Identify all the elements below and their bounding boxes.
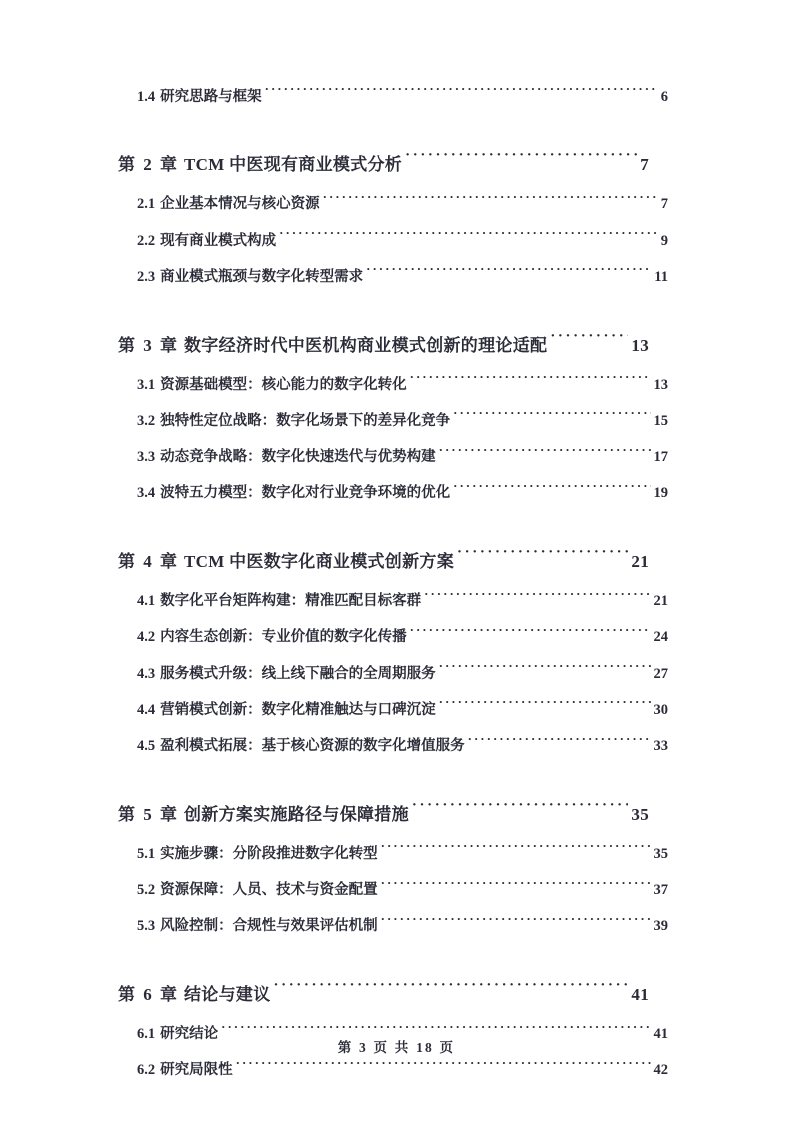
toc-entry-number: 3.2: [137, 412, 156, 429]
toc-entry-number: 3.4: [137, 485, 156, 502]
toc-entry-number: 5.2: [137, 882, 156, 898]
toc-entry-number: 4.5: [137, 738, 156, 754]
toc-entry-section[interactable]: [137, 736, 668, 758]
toc-entry-label: [137, 411, 450, 433]
toc-entry-title: 动态竞争战略：数字化快速迭代与优势构建: [160, 449, 436, 465]
toc-entry-page-number: 35: [631, 804, 649, 824]
toc-entry-label: [137, 194, 320, 216]
toc-entry-title: 商业模式瓶颈与数字化转型需求: [160, 268, 364, 285]
toc-entry-label: [137, 483, 450, 505]
toc-entry-number: 第 4 章: [118, 552, 179, 571]
toc-entry-title: 研究结论: [160, 1026, 219, 1042]
toc-entry-title: 资源基础模型：核心能力的数字化转化: [160, 376, 407, 393]
toc-entry-section[interactable]: [137, 194, 668, 216]
toc-entry-number: 1.4: [137, 88, 156, 105]
toc-entry-section[interactable]: [137, 916, 668, 938]
dot-leader: [412, 803, 628, 820]
toc-entry-page-number: 13: [653, 376, 668, 393]
toc-entry-title: 数字经济时代中医机构商业模式创新的理论适配: [184, 335, 548, 355]
toc-section-group: [118, 194, 668, 289]
toc-entry-chapter[interactable]: [118, 802, 649, 828]
dot-leader: [439, 447, 651, 462]
toc-entry-page-number: 13: [631, 335, 649, 355]
toc-entry-title: TCM 中医现有商业模式分析: [184, 155, 403, 175]
toc-entry-number: 6.1: [137, 1026, 156, 1042]
toc-section-group: [118, 591, 668, 758]
toc-entry-title: 服务模式升级：线上线下融合的全周期服务: [160, 665, 436, 682]
toc-entry-label: [118, 802, 409, 828]
toc-entry-label: [137, 375, 407, 397]
page-footer: 第 3 页 共 18 页: [337, 1040, 456, 1055]
toc-entry-section[interactable]: [137, 627, 668, 649]
dot-leader: [439, 663, 651, 678]
toc-entry-title: 现有商业模式构成: [160, 232, 277, 249]
toc-entry-label: [118, 549, 454, 575]
toc-entry-page-number: 24: [653, 629, 668, 646]
toc-entry-page-number: 33: [653, 738, 668, 754]
dot-leader: [381, 880, 651, 895]
toc-entry-label: [137, 447, 436, 469]
toc-entry-label: [118, 982, 271, 1008]
toc-entry-label: [118, 152, 402, 178]
toc-entry-number: 第 3 章: [118, 335, 179, 355]
toc-entry-label: [137, 664, 436, 686]
toc-entry-number: 2.1: [137, 196, 156, 213]
toc-entry-number: 6.2: [137, 1062, 156, 1079]
toc-entry-number: 4.3: [137, 665, 156, 682]
dot-leader: [457, 550, 628, 567]
toc-entry-label: [137, 267, 363, 289]
toc-entry-chapter[interactable]: [118, 333, 649, 359]
toc-entry-title: 创新方案实施路径与保障措施: [184, 804, 409, 824]
toc-entry-title: 资源保障：人员、技术与资金配置: [160, 882, 378, 898]
toc-entry-number: 2.2: [137, 232, 156, 249]
toc-entry-page-number: 42: [653, 1062, 668, 1079]
toc-entry-title: 结论与建议: [184, 985, 271, 1004]
dot-leader: [453, 483, 650, 498]
toc-entry-number: 第 5 章: [118, 804, 179, 824]
toc-section-group: [118, 374, 668, 505]
dot-leader: [410, 374, 651, 389]
toc-entry-page-number: 21: [653, 593, 668, 609]
toc-entry-number: 2.3: [137, 268, 156, 285]
toc-entry-label: [137, 627, 407, 649]
toc-entry-page-number: 11: [654, 268, 668, 285]
toc-entry-chapter[interactable]: [118, 549, 649, 575]
toc-entry-page-number: 7: [660, 196, 668, 213]
toc-entry-page-number: 7: [640, 155, 649, 175]
toc-entry-number: 4.2: [137, 629, 156, 646]
toc-entry-title: 营销模式创新：数字化精准触达与口碑沉淀: [160, 701, 436, 718]
toc-entry-page-number: 6: [660, 88, 668, 105]
dot-leader: [323, 194, 658, 209]
dot-leader: [468, 736, 651, 751]
dot-leader: [265, 86, 658, 101]
toc-entry-section[interactable]: [137, 591, 668, 613]
dot-leader: [405, 153, 637, 170]
toc-entry-number: 3.3: [137, 449, 156, 465]
toc-entry-page-number: 9: [660, 232, 668, 249]
toc-entry-page-number: 39: [653, 918, 668, 935]
dot-leader: [453, 410, 650, 425]
toc-entry-title: 实施步骤：分阶段推进数字化转型: [160, 845, 378, 862]
toc-entry-label: [137, 880, 378, 902]
toc-entry-section[interactable]: [137, 374, 668, 396]
dot-leader: [236, 1060, 651, 1075]
toc-entry-section[interactable]: [137, 230, 668, 252]
toc-entry-number: 5.1: [137, 845, 156, 862]
dot-leader: [274, 983, 629, 1000]
dot-leader: [550, 334, 628, 351]
toc-entry-title: 波特五力模型：数字化对行业竞争环境的优化: [160, 485, 451, 502]
toc-entry-number: 第 6 章: [118, 985, 179, 1004]
dot-leader: [279, 230, 658, 245]
toc-entry-label: [118, 333, 547, 359]
toc-entry-number: 5.3: [137, 918, 156, 935]
toc-entry-chapter[interactable]: [118, 982, 649, 1008]
dot-leader: [381, 916, 651, 931]
toc-entry-section[interactable]: [137, 1060, 668, 1082]
toc-entry-page-number: 41: [631, 985, 649, 1004]
dot-leader: [366, 266, 651, 281]
toc-entry-section[interactable]: [137, 266, 668, 288]
toc-entry-section[interactable]: [137, 447, 668, 469]
toc-entry-label: [137, 844, 378, 866]
toc-entry-number: 3.1: [137, 376, 156, 393]
toc-entry-section[interactable]: [137, 410, 668, 432]
toc-entry-title: TCM 中医数字化商业模式创新方案: [184, 552, 455, 571]
toc-entry-page-number: 35: [653, 845, 668, 862]
toc-entry-title: 盈利模式拓展：基于核心资源的数字化增值服务: [160, 738, 465, 754]
toc-entry-page-number: 37: [653, 882, 668, 898]
toc-entry-label: [137, 700, 436, 722]
toc-entry-page-number: 15: [653, 412, 668, 429]
toc-entry-title: 研究思路与框架: [160, 88, 262, 105]
toc-entry-page-number: 21: [631, 552, 649, 571]
toc-entry-title: 内容生态创新：专业价值的数字化传播: [160, 629, 407, 646]
dot-leader: [410, 627, 651, 642]
table-of-contents: [118, 86, 668, 1082]
toc-section-group: [118, 843, 668, 938]
toc-entry-section[interactable]: [137, 843, 668, 865]
toc-entry-page-number: 41: [653, 1026, 668, 1042]
toc-entry-section[interactable]: [137, 880, 668, 902]
toc-entry-label: [137, 736, 465, 758]
toc-entry-label: [137, 87, 262, 109]
toc-entry-label: [137, 231, 276, 253]
dot-leader: [439, 699, 651, 714]
toc-entry-title: 独特性定位战略：数字化场景下的差异化竞争: [160, 412, 451, 429]
dot-leader: [424, 591, 650, 606]
toc-entry-section[interactable]: [137, 699, 668, 721]
toc-entry-section[interactable]: [137, 663, 668, 685]
toc-entry-page-number: 30: [653, 701, 668, 718]
toc-entry-title: 风险控制：合规性与效果评估机制: [160, 918, 378, 935]
toc-entry-label: [137, 591, 421, 613]
toc-entry-number: 4.4: [137, 701, 156, 718]
toc-entry-number: 4.1: [137, 593, 156, 609]
toc-entry-title: 数字化平台矩阵构建：精准匹配目标客群: [160, 593, 422, 609]
toc-entry-label: [137, 916, 378, 938]
dot-leader: [381, 843, 651, 858]
toc-entry-section[interactable]: [137, 86, 668, 108]
toc-entry-page-number: 27: [653, 665, 668, 682]
toc-entry-section[interactable]: [137, 483, 668, 505]
toc-entry-chapter[interactable]: [118, 152, 649, 178]
toc-entry-title: 企业基本情况与核心资源: [160, 196, 320, 213]
toc-entry-label: [137, 1060, 233, 1082]
toc-entry-page-number: 19: [653, 485, 668, 502]
toc-entry-number: 第 2 章: [118, 155, 179, 175]
toc-entry-title: 研究局限性: [160, 1062, 233, 1079]
toc-entry-page-number: 17: [653, 449, 668, 465]
